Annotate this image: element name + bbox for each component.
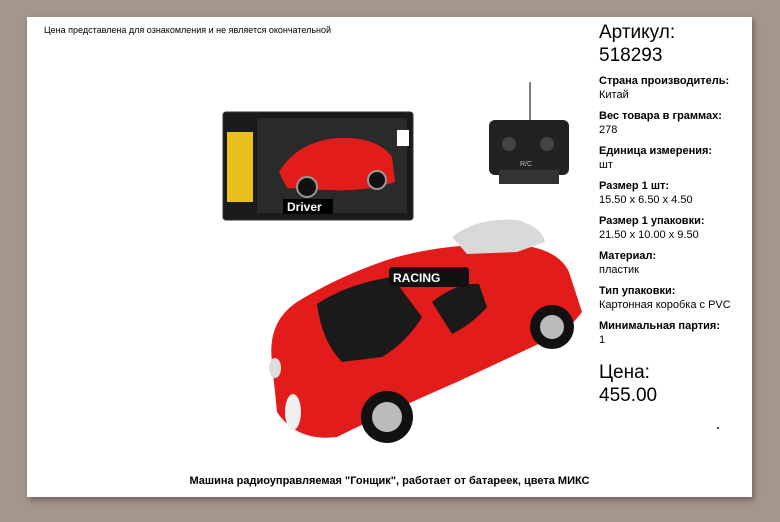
car-decal-label: RACING [393, 271, 441, 285]
price-disclaimer: Цена представлена для ознакомления и не является окончательной [44, 25, 332, 35]
spec-value: 15.50 x 6.50 x 4.50 [599, 194, 693, 206]
stray-dot [717, 427, 719, 429]
spec-label: Размер 1 шт: [599, 180, 670, 192]
spec-item-package-type [599, 284, 749, 312]
product-caption: Машина радиоуправляемая "Гонщик", работает от батареек, цвета МИКС [189, 475, 590, 487]
spec-item-package-size [599, 214, 749, 242]
product-photo [217, 72, 587, 462]
spec-label: Материал: [599, 250, 657, 262]
article-label: Артикул: [599, 22, 676, 43]
toy-car-image [269, 220, 582, 443]
spec-item-unit [599, 144, 749, 172]
spec-value: Картонная коробка с PVC [599, 299, 731, 311]
spec-value: 1 [599, 334, 606, 346]
spec-value: 278 [599, 124, 618, 136]
spec-label: Единица измерения: [599, 145, 713, 157]
spec-value: шт [599, 159, 613, 171]
remote-control-image [489, 82, 569, 184]
spec-item-material [599, 249, 749, 277]
price-block [599, 361, 749, 407]
spec-value: 21.50 x 10.00 x 9.50 [599, 229, 699, 241]
toy-box-image [223, 112, 413, 220]
product-card [27, 17, 752, 497]
box-brand-label: Driver [287, 200, 322, 214]
spec-item-weight [599, 109, 749, 137]
spec-label: Минимальная партия: [599, 320, 720, 332]
price-label: Цена: [599, 362, 650, 383]
spec-list [599, 74, 749, 347]
product-info-panel [599, 21, 749, 407]
spec-label: Тип упаковки: [599, 285, 676, 297]
spec-label: Размер 1 упаковки: [599, 215, 705, 227]
spec-value: пластик [599, 264, 639, 276]
spec-item-country [599, 74, 749, 102]
spec-item-min-order [599, 319, 749, 347]
price-value: 455.00 [599, 385, 658, 406]
spec-item-item-size [599, 179, 749, 207]
spec-label: Страна производитель: [599, 75, 730, 87]
article-value: 518293 [599, 45, 663, 66]
spec-value: Китай [599, 89, 629, 101]
remote-label: R/C [520, 161, 533, 168]
spec-label: Вес товара в граммах: [599, 110, 722, 122]
